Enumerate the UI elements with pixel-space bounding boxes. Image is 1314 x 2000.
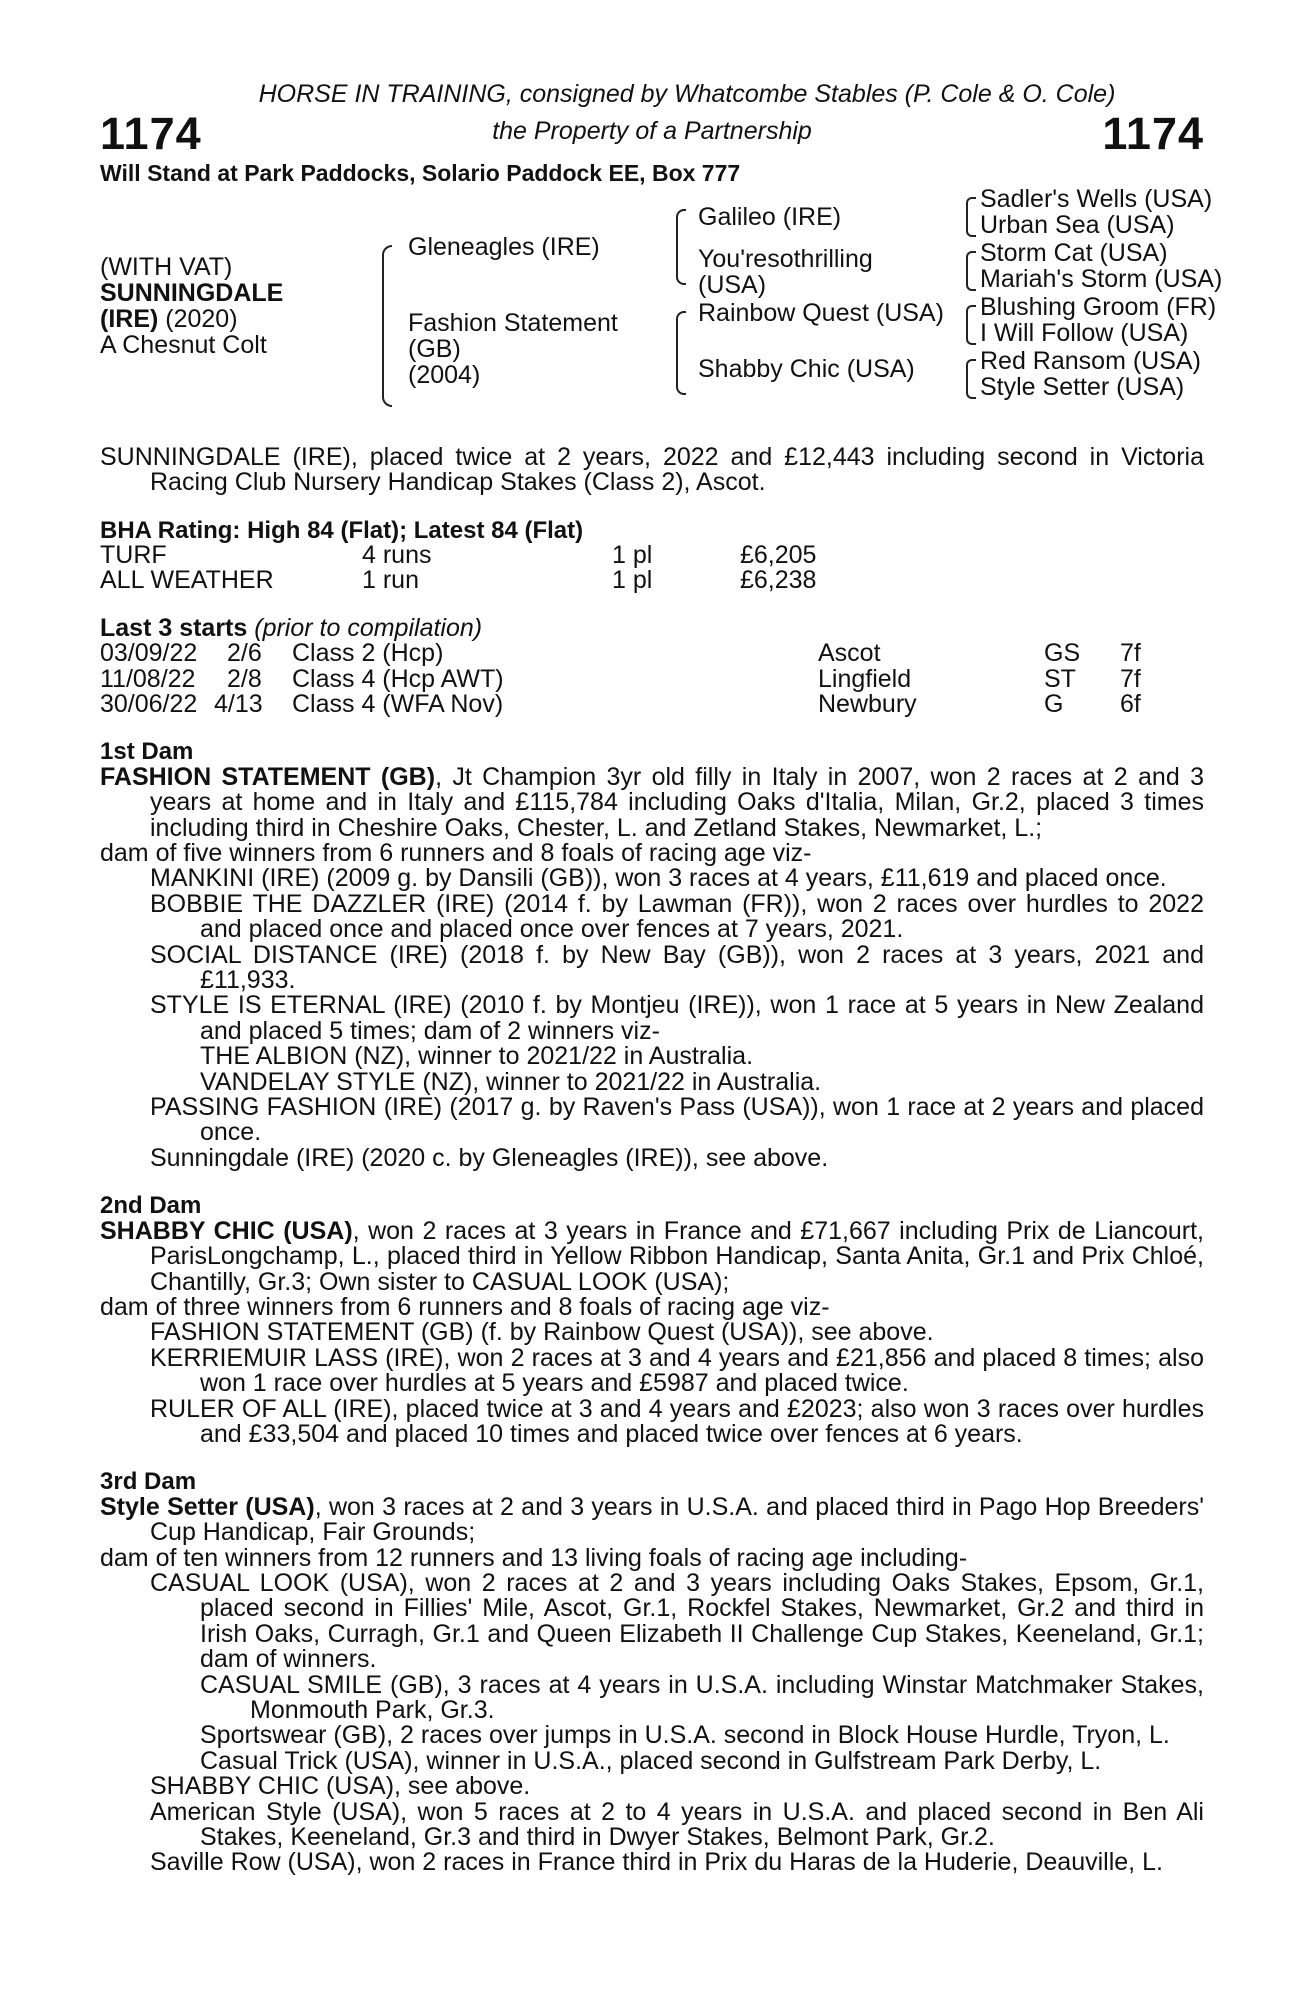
sire: Gleneagles (IRE): [408, 232, 600, 261]
produce-item: Sportswear (GB), 2 races over jumps in U.S.A. second in Block House Hurdle, Tryon, L.: [200, 1721, 1170, 1750]
dam3-heading: 3rd Dam: [100, 1468, 197, 1496]
start-distance: 7f: [1120, 664, 1141, 693]
start-date: 03/09/22: [100, 639, 198, 668]
runs: 1 run: [362, 566, 419, 595]
brace-g3-4: [966, 359, 976, 399]
dam2-produce-intro: dam of three winners from 6 runners and 8 foals of racing age viz-: [100, 1292, 830, 1321]
prize-money: £6,205: [740, 541, 817, 570]
produce-item: BOBBIE THE DAZZLER (IRE) (2014 f. by Lawman (FR)), won 2 races over hurdles to 2022 and placed once and placed once over fences at 7 years, 2021.: [150, 889, 1204, 944]
produce-item: PASSING FASHION (IRE) (2017 g. by Raven's Pass (USA)), won 1 race at 2 years and placed once.: [150, 1093, 1204, 1147]
dam3-produce-intro: dam of ten winners from 12 runners and 13 living foals of racing age including-: [100, 1543, 968, 1572]
horse-origin-year: (IRE) (2020): [100, 304, 238, 333]
start-going: GS: [1044, 639, 1081, 668]
produce-item: MANKINI (IRE) (2009 g. by Dansili (GB)), won 3 races at 4 years, £11,619 and placed once.: [150, 864, 1167, 893]
placed: 1 pl: [612, 541, 653, 570]
start-date: 30/06/22: [100, 690, 198, 718]
vat-note: (WITH VAT): [100, 252, 233, 281]
race-summary: SUNNINGDALE (IRE), placed twice at 2 years, 2022 and £12,443 including second in Victoria Racing Club Nursery Handicap Stakes (Class 2), Ascot.: [100, 442, 1204, 497]
produce-item: Sunningdale (IRE) (2020 c. by Gleneagles (IRE)), see above.: [150, 1143, 829, 1172]
start-row: [100, 641, 1204, 666]
lot-number-left: 1174: [100, 108, 202, 160]
g3-5: I Will Follow (USA): [980, 318, 1189, 347]
start-going: G: [1044, 690, 1064, 718]
placed: 1 pl: [612, 566, 653, 595]
stand-location: Will Stand at Park Paddocks, Solario Paddock EE, Box 777: [100, 160, 741, 187]
g3-3: Mariah's Storm (USA): [980, 264, 1223, 293]
produce-item: CASUAL SMILE (GB), 3 races at 4 years in U.S.A. including Winstar Matchmaker Stakes, Monmouth Park, Gr.3.: [200, 1670, 1204, 1725]
start-position: 2/8: [227, 664, 262, 693]
start-distance: 7f: [1120, 639, 1141, 668]
brace-sire-parents: [676, 209, 686, 285]
start-course: Lingfield: [818, 664, 912, 693]
start-race: Class 4 (Hcp AWT): [292, 664, 504, 693]
granddam-maternal: Shabby Chic (USA): [698, 354, 915, 383]
g3-6: Red Ransom (USA): [980, 346, 1201, 375]
dam3-record: Style Setter (USA), won 3 races at 2 and 3 years in U.S.A. and placed third in Pago Hop Breeders' Cup Handicap, Fair Grounds;: [100, 1492, 1204, 1547]
dam-line-1: Fashion Statement: [408, 308, 618, 337]
brace-g3-1: [966, 197, 976, 237]
produce-item: SOCIAL DISTANCE (IRE) (2018 f. by New Bay (GB)), won 2 races at 3 years, 2021 and £11,933.: [150, 940, 1204, 995]
surface: ALL WEATHER: [100, 566, 274, 595]
dam2-heading: 2nd Dam: [100, 1192, 202, 1220]
lot-number-right: 1174: [1102, 108, 1204, 160]
surface: TURF: [100, 541, 167, 570]
produce-item: Saville Row (USA), won 2 races in France third in Prix du Haras de la Huderie, Deauville, L.: [150, 1848, 1163, 1877]
start-course: Ascot: [818, 639, 881, 668]
start-position: 2/6: [227, 639, 262, 668]
rating-title: BHA Rating: High 84 (Flat); Latest 84 (Flat): [100, 516, 584, 544]
catalogue-page: [100, 80, 1223, 1877]
start-race: Class 4 (WFA Nov): [292, 690, 504, 718]
start-distance: 6f: [1120, 690, 1141, 718]
g3-2: Storm Cat (USA): [980, 238, 1168, 267]
brace-dam-parents: [676, 311, 686, 395]
produce-item: KERRIEMUIR LASS (IRE), won 2 races at 3 and 4 years and £21,856 and placed 8 times; also won 1 race over hurdles at 5 years and £5987 and placed twice.: [150, 1343, 1204, 1398]
starts-heading: Last 3 starts (prior to compilation): [100, 613, 483, 642]
consignor-line: HORSE IN TRAINING, consigned by Whatcombe Stables (P. Cole & O. Cole): [258, 80, 1116, 108]
start-row: [100, 664, 1204, 693]
produce-item: STYLE IS ETERNAL (IRE) (2010 f. by Montjeu (IRE)), won 1 race at 5 years in New Zealand and placed 5 times; dam of 2 winners viz-: [150, 991, 1204, 1045]
g3-0: Sadler's Wells (USA): [980, 184, 1213, 213]
pedigree-table: [100, 184, 1223, 433]
start-row: [100, 692, 1204, 717]
brace-parents: [382, 245, 392, 407]
granddam-paternal-2: (USA): [698, 270, 767, 299]
dam2-record: SHABBY CHIC (USA), won 2 races at 3 years in France and £71,667 including Prix de Liancourt, ParisLongchamp, L., placed third in Yellow Ribbon Handicap, Santa Anita, Gr.1 and Prix Chloé, Chantilly, Gr.3; Own sister to CASUAL LOOK (USA);: [100, 1216, 1204, 1296]
dam1-record: FASHION STATEMENT (GB), Jt Champion 3yr old filly in Italy in 2007, won 2 races at 2 and 3 years at home and in Italy and £115,784 including Oaks d'Italia, Milan, Gr.2, placed 3 times including third in Cheshire Oaks, Chester, L. and Zetland Stakes, Newmarket, L.;: [100, 762, 1204, 842]
g3-7: Style Setter (USA): [980, 372, 1185, 401]
lot-header: [100, 107, 1204, 159]
dam1-heading: 1st Dam: [100, 738, 194, 766]
start-date: 11/08/22: [100, 664, 196, 693]
g3-1: Urban Sea (USA): [980, 210, 1175, 239]
dam1-produce-intro: dam of five winners from 6 runners and 8 foals of racing age viz-: [100, 839, 812, 868]
horse-name: SUNNINGDALE: [100, 278, 284, 307]
property-line: the Property of a Partnership: [492, 117, 812, 146]
produce-item: Casual Trick (USA), winner in U.S.A., placed second in Gulfstream Park Derby, L.: [200, 1746, 1102, 1775]
start-position: 4/13: [214, 690, 263, 718]
rating-row: [100, 568, 1204, 593]
prize-money: £6,238: [740, 566, 817, 595]
produce-item: American Style (USA), won 5 races at 2 to 4 years in U.S.A. and placed second in Ben Ali Stakes, Keeneland, Gr.3 and third in Dwyer Stakes, Belmont Park, Gr.2.: [150, 1797, 1204, 1852]
produce-item: THE ALBION (NZ), winner to 2021/22 in Australia.: [200, 1042, 754, 1071]
produce-item: SHABBY CHIC (USA), see above.: [150, 1772, 531, 1801]
rating-row: [100, 543, 1204, 568]
start-course: Newbury: [818, 690, 917, 718]
dam-line-2: (GB): [408, 334, 461, 363]
brace-g3-3: [966, 305, 976, 345]
brace-g3-2: [966, 251, 976, 291]
horse-description: A Chesnut Colt: [100, 330, 267, 359]
runs: 4 runs: [362, 541, 432, 570]
produce-item: FASHION STATEMENT (GB) (f. by Rainbow Quest (USA)), see above.: [150, 1318, 934, 1347]
grandsire-paternal: Galileo (IRE): [698, 202, 842, 231]
produce-item: RULER OF ALL (IRE), placed twice at 3 and 4 years and £2023; also won 3 races over hurdles and £33,504 and placed 10 times and placed twice over fences at 6 years.: [150, 1394, 1204, 1448]
produce-item: CASUAL LOOK (USA), won 2 races at 2 and 3 years including Oaks Stakes, Epsom, Gr.1, placed second in Fillies' Mile, Ascot, Gr.1, Rockfel Stakes, Newmarket, Gr.2 and third in Irish Oaks, Curragh, Gr.1 and Queen Elizabeth II Challenge Cup Stakes, Keeneland, Gr.1; dam of winners.: [150, 1568, 1204, 1674]
start-race: Class 2 (Hcp): [292, 639, 444, 668]
granddam-paternal-1: You'resothrilling: [698, 244, 873, 273]
grandsire-maternal: Rainbow Quest (USA): [698, 298, 944, 327]
produce-item: VANDELAY STYLE (NZ), winner to 2021/22 in Australia.: [200, 1067, 822, 1096]
start-going: ST: [1044, 664, 1076, 693]
dam-line-3: (2004): [408, 360, 481, 389]
g3-4: Blushing Groom (FR): [980, 292, 1217, 321]
